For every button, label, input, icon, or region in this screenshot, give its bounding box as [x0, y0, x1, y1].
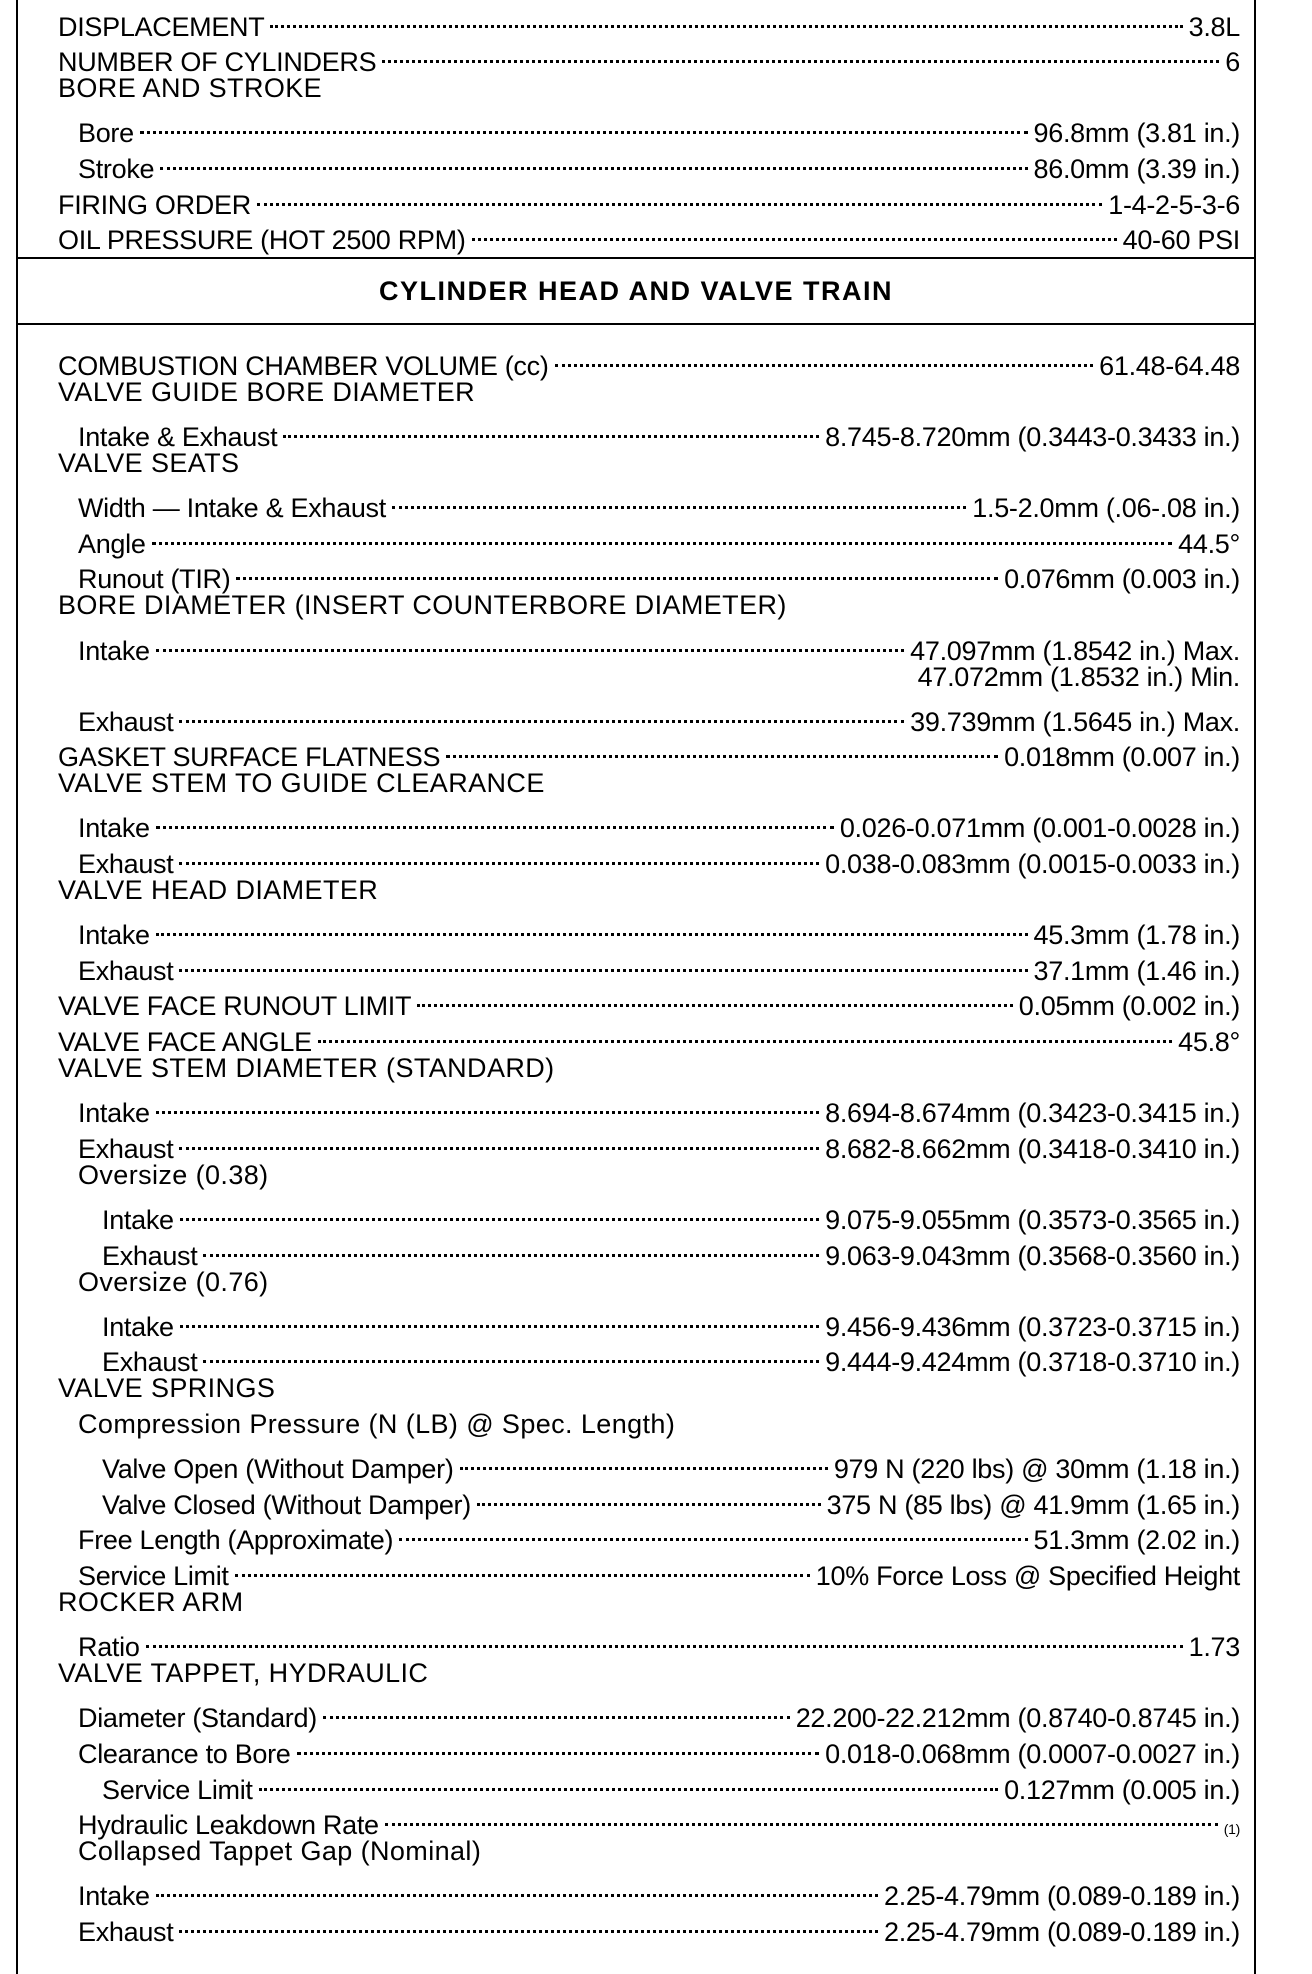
dot-leader: [179, 695, 904, 731]
spec-label: Intake: [78, 1881, 150, 1912]
spec-row: [58, 1834, 1240, 1870]
spec-row: Hydraulic Leakdown Rate (1): [58, 1799, 1240, 1835]
spec-row: [58, 517, 1240, 559]
spec-value: 0.038-0.083mm (0.0015-0.0033 in.): [825, 849, 1240, 880]
spec-label: Stroke: [78, 153, 155, 184]
spec-value: 86.0mm (3.39 in.): [1033, 153, 1240, 184]
spec-value: 375 N (85 lbs) @ 41.9mm (1.65 in.): [826, 1489, 1240, 1520]
spec-value: 9.075-9.055mm (0.3573-0.3565 in.): [825, 1205, 1240, 1235]
dot-leader: [179, 1122, 819, 1158]
spec-value: 0.026-0.071mm (0.001-0.0028 in.): [839, 813, 1240, 844]
spec-row: [58, 909, 1240, 951]
spec-value: 8.694-8.674mm (0.3423-0.3415 in.): [825, 1098, 1240, 1129]
spec-row: [58, 695, 1240, 737]
cylinder-head-specs: [18, 325, 1254, 1947]
spec-value: 3.8L: [1188, 11, 1240, 42]
dot-leader: [160, 142, 1027, 178]
dot-leader: [270, 0, 1182, 36]
spec-value: 10% Force Loss @ Specified Height: [815, 1560, 1240, 1591]
dot-leader: [156, 1870, 878, 1906]
spec-label: Free Length (Approximate): [78, 1525, 394, 1556]
dot-leader: [472, 214, 1117, 250]
dot-leader: [140, 107, 1028, 143]
dot-leader: [446, 731, 998, 767]
spec-row: [58, 0, 1240, 42]
spec-value: 979 N (220 lbs) @ 30mm (1.18 in.): [833, 1454, 1240, 1485]
dot-leader: [156, 909, 1028, 945]
spec-value: 9.456-9.436mm (0.3723-0.3715 in.): [825, 1311, 1240, 1342]
spec-value: 1.5-2.0mm (.06-.08 in.): [972, 493, 1240, 524]
spec-value: 9.444-9.424mm (0.3718-0.3710 in.): [825, 1347, 1240, 1378]
dot-leader: [323, 1692, 790, 1728]
spec-row: [58, 1870, 1240, 1912]
dot-leader: [156, 802, 834, 838]
dot-leader: [297, 1727, 820, 1763]
dot-leader: [152, 517, 1173, 553]
spec-value: 96.8mm (3.81 in.): [1033, 118, 1240, 149]
spec-value: 47.097mm (1.8542 in.) Max.: [910, 635, 1240, 666]
dot-leader: [180, 1300, 819, 1336]
spec-label: Intake: [102, 1205, 174, 1235]
spec-value: 0.076mm (0.003 in.): [1004, 564, 1240, 595]
spec-row: [58, 1692, 1240, 1734]
spec-value: 45.8°: [1178, 1027, 1240, 1058]
spec-label: Diameter (Standard): [78, 1703, 317, 1734]
dot-leader: [392, 482, 966, 518]
dot-leader: [146, 1621, 1183, 1657]
spec-label: Intake: [78, 813, 150, 844]
spec-value: 47.072mm (1.8532 in.) Min.: [917, 661, 1240, 692]
spec-row: [58, 660, 1240, 696]
spec-page: [16, 0, 1256, 1974]
spec-label: Valve Open (Without Damper): [102, 1454, 454, 1485]
dot-leader: [179, 1905, 878, 1941]
spec-label: Service Limit: [78, 1560, 229, 1591]
spec-label: DISPLACEMENT: [58, 11, 265, 42]
spec-row: [58, 107, 1240, 149]
dot-leader: [203, 1336, 819, 1372]
spec-value: 2.25-4.79mm (0.089-0.189 in.): [884, 1881, 1240, 1912]
spec-value: 1-4-2-5-3-6: [1108, 189, 1240, 220]
spec-row: [58, 1051, 1240, 1087]
dot-leader: [179, 944, 1027, 980]
spec-label: VALVE FACE ANGLE: [58, 1027, 312, 1058]
dot-leader: [417, 980, 1013, 1016]
spec-value: 0.018-0.068mm (0.0007-0.0027 in.): [825, 1738, 1240, 1769]
spec-label: Exhaust: [102, 1240, 198, 1271]
spec-label: Clearance to Bore: [78, 1738, 291, 1769]
spec-row: [58, 482, 1240, 524]
spec-label: BORE DIAMETER (INSERT COUNTERBORE DIAMETER): [58, 590, 787, 621]
dot-leader: [382, 36, 1219, 72]
spec-row: [58, 624, 1240, 666]
dot-leader: [318, 1015, 1172, 1051]
spec-value: 6: [1225, 47, 1240, 78]
section-title: [18, 257, 1254, 325]
spec-label: Intake: [78, 1098, 150, 1129]
engine-general-specs: [18, 0, 1254, 256]
spec-value: 51.3mm (2.02 in.): [1033, 1525, 1240, 1556]
spec-row: [58, 1443, 1240, 1485]
spec-row: [58, 71, 1240, 107]
spec-value: 8.682-8.662mm (0.3418-0.3410 in.): [825, 1133, 1240, 1164]
spec-label: Oversize (0.76): [78, 1266, 269, 1297]
spec-label: VALVE FACE RUNOUT LIMIT: [58, 991, 412, 1022]
spec-label: ROCKER ARM: [58, 1586, 244, 1617]
spec-value: 0.05mm (0.002 in.): [1018, 991, 1240, 1022]
dot-leader: [385, 1799, 1218, 1835]
dot-leader: [236, 553, 998, 589]
spec-value: 40-60 PSI: [1122, 225, 1240, 256]
spec-row: [58, 1407, 1240, 1443]
spec-label: Exhaust: [78, 955, 174, 986]
spec-label: Hydraulic Leakdown Rate: [78, 1810, 379, 1841]
spec-label: Ratio: [78, 1632, 140, 1663]
spec-label: Width — Intake & Exhaust: [78, 493, 386, 524]
spec-row: [58, 1621, 1240, 1663]
spec-value: 37.1mm (1.46 in.): [1033, 955, 1240, 986]
dot-leader: [179, 837, 819, 873]
spec-label: Valve Closed (Without Damper): [102, 1489, 471, 1520]
spec-label: VALVE HEAD DIAMETER: [58, 875, 379, 906]
dot-leader: [477, 1478, 821, 1514]
dot-leader: [555, 339, 1094, 375]
spec-value: 8.745-8.720mm (0.3443-0.3433 in.): [825, 421, 1240, 452]
dot-leader: [257, 178, 1102, 214]
spec-label: Service Limit: [102, 1774, 253, 1805]
spec-row: [58, 1087, 1240, 1129]
spec-value: 9.063-9.043mm (0.3568-0.3560 in.): [825, 1240, 1240, 1271]
spec-value: 2.25-4.79mm (0.089-0.189 in.): [884, 1916, 1240, 1947]
dot-leader: [180, 1193, 819, 1229]
spec-row: [58, 1656, 1240, 1692]
spec-label: Compression Pressure (N (LB) @ Spec. Length): [78, 1408, 676, 1439]
spec-value: 39.739mm (1.5645 in.) Max.: [910, 706, 1240, 737]
spec-label: VALVE SPRINGS: [58, 1373, 276, 1404]
spec-label: Bore: [78, 118, 134, 149]
spec-label: VALVE STEM TO GUIDE CLEARANCE: [58, 768, 545, 799]
spec-row: [58, 1193, 1240, 1235]
spec-row: [58, 410, 1240, 452]
spec-value: 0.018mm (0.007 in.): [1004, 742, 1240, 773]
dot-leader: [283, 410, 819, 446]
spec-label: VALVE STEM DIAMETER (STANDARD): [58, 1053, 555, 1084]
spec-row: [58, 375, 1240, 411]
spec-value: 0.127mm (0.005 in.): [1004, 1774, 1240, 1805]
spec-label: Runout (TIR): [78, 564, 231, 595]
spec-label: VALVE TAPPET, HYDRAULIC: [58, 1658, 429, 1689]
spec-label: Angle: [78, 528, 146, 559]
spec-label: GASKET SURFACE FLATNESS: [58, 742, 441, 773]
dot-leader: [235, 1549, 810, 1585]
dot-leader: [156, 624, 904, 660]
spec-label: Intake: [78, 920, 150, 951]
spec-label: Oversize (0.38): [78, 1159, 269, 1190]
spec-label: Exhaust: [78, 1916, 174, 1947]
spec-row: [58, 802, 1240, 844]
spec-label: OIL PRESSURE (HOT 2500 RPM): [58, 225, 466, 256]
spec-label: NUMBER OF CYLINDERS: [58, 47, 377, 78]
spec-value: 44.5°: [1178, 528, 1240, 559]
spec-label: Intake & Exhaust: [78, 421, 278, 452]
spec-label: BORE AND STROKE: [58, 73, 323, 104]
spec-value: 1.73: [1188, 1632, 1240, 1663]
dot-leader: [460, 1443, 828, 1479]
spec-label: Intake: [78, 635, 150, 666]
spec-label: Intake: [102, 1311, 174, 1342]
spec-label: COMBUSTION CHAMBER VOLUME (cc): [58, 350, 549, 381]
spec-row: [58, 178, 1240, 220]
spec-value: 61.48-64.48: [1099, 350, 1240, 381]
spec-row: [58, 553, 1240, 595]
spec-label: VALVE SEATS: [58, 447, 240, 478]
spec-label: Exhaust: [78, 706, 174, 737]
dot-leader: [203, 1229, 819, 1265]
spec-label: FIRING ORDER: [58, 189, 251, 220]
section-title-text: CYLINDER HEAD AND VALVE TRAIN: [378, 275, 893, 306]
spec-label: Exhaust: [78, 849, 174, 880]
spec-row: [58, 1300, 1240, 1342]
dot-leader: [259, 1763, 998, 1799]
spec-value: 22.200-22.212mm (0.8740-0.8745 in.): [795, 1703, 1240, 1734]
dot-leader: [156, 1087, 819, 1123]
spec-row: [58, 339, 1240, 381]
spec-label: Exhaust: [78, 1133, 174, 1164]
dot-leader: [399, 1514, 1027, 1550]
spec-label: Exhaust: [102, 1347, 198, 1378]
spec-value: 45.3mm (1.78 in.): [1033, 920, 1240, 951]
spec-label: Collapsed Tappet Gap (Nominal): [78, 1836, 482, 1867]
spec-label: VALVE GUIDE BORE DIAMETER: [58, 376, 476, 407]
